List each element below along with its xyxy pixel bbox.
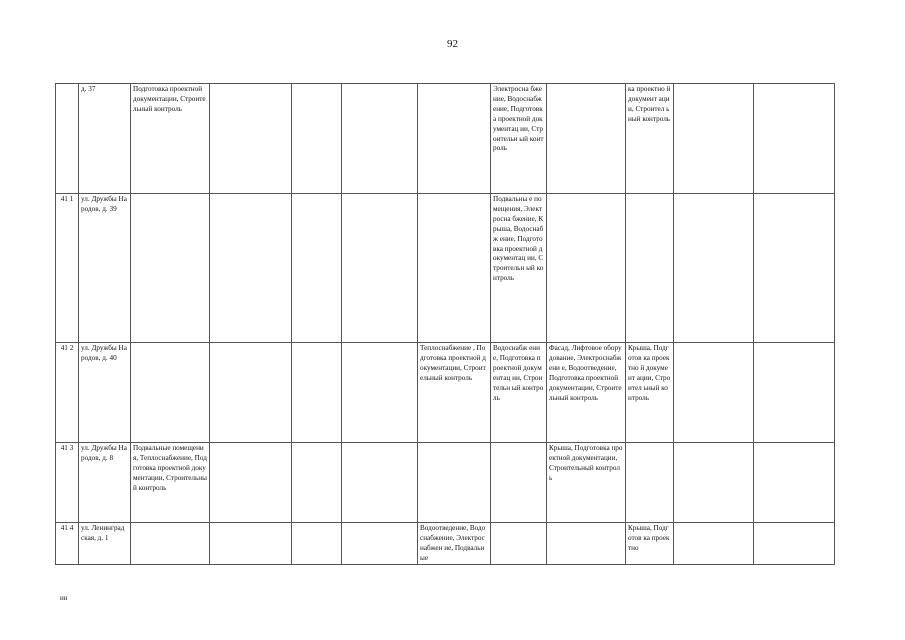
work-types-cell xyxy=(131,194,210,343)
table-cell xyxy=(342,523,418,565)
table-row xyxy=(56,84,835,194)
work-types-cell: Крыша, Подготовка проектной документации, Строительный контроль xyxy=(547,443,626,523)
table-row xyxy=(56,443,835,523)
work-types-cell xyxy=(626,443,674,523)
table-cell xyxy=(210,523,292,565)
work-types-cell: Фасад, Лифтовое оборудование, Электроснабжени е, Водоотведение, Подготовка проектной документации, Строительный контроль xyxy=(547,343,626,443)
work-types-cell xyxy=(491,523,547,565)
table-cell xyxy=(210,194,292,343)
row-number-cell: 41 4 xyxy=(56,523,79,565)
table-row xyxy=(56,343,835,443)
work-types-cell xyxy=(418,443,491,523)
row-number-cell xyxy=(56,84,79,194)
table-cell xyxy=(674,343,754,443)
table-cell xyxy=(754,443,835,523)
table-cell xyxy=(210,343,292,443)
work-types-cell xyxy=(547,84,626,194)
table-cell xyxy=(292,343,342,443)
address-cell: ул. Дружбы Народов, д. 8 xyxy=(79,443,131,523)
table-cell xyxy=(754,343,835,443)
table-cell xyxy=(674,84,754,194)
work-types-cell xyxy=(418,84,491,194)
row-number-cell: 41 1 xyxy=(56,194,79,343)
table-cell xyxy=(210,443,292,523)
work-types-cell: Электросна бжение, Водоснабж ение, Подготовка проектной документац ии, Строительн ый контроль xyxy=(491,84,547,194)
table-cell xyxy=(292,194,342,343)
table-cell xyxy=(210,84,292,194)
work-types-cell xyxy=(418,194,491,343)
row-number-cell: 41 2 xyxy=(56,343,79,443)
work-types-cell: Теплоснабжение , Подготовка проектной документации, Строительный контроль xyxy=(418,343,491,443)
table-cell xyxy=(342,343,418,443)
table-cell xyxy=(674,523,754,565)
work-types-cell xyxy=(131,523,210,565)
table-cell xyxy=(754,523,835,565)
table-cell xyxy=(292,523,342,565)
address-cell: д. 37 xyxy=(79,84,131,194)
page-number: 92 xyxy=(447,38,458,50)
work-types-cell: Крыша, Подготов ка проектно xyxy=(626,523,674,565)
work-types-cell: Подготовка проектной документации, Строительный контроль xyxy=(131,84,210,194)
table-cell xyxy=(342,194,418,343)
table-row xyxy=(56,523,835,565)
table-cell xyxy=(292,443,342,523)
table-cell xyxy=(674,194,754,343)
address-cell: ул. Ленинград ская, д. 1 xyxy=(79,523,131,565)
work-types-cell: Крыша, Подготов ка проектно й документ ации, Строител ьный контроль xyxy=(626,343,674,443)
address-cell: ул. Дружбы Народов, д. 39 xyxy=(79,194,131,343)
table-cell xyxy=(674,443,754,523)
address-cell: ул. Дружбы Народов, д. 40 xyxy=(79,343,131,443)
work-types-cell: Водоотведение, Водоснабжение, Электроснабжен ие, Подвальные xyxy=(418,523,491,565)
table-row xyxy=(56,194,835,343)
table-cell xyxy=(342,443,418,523)
work-types-cell xyxy=(547,523,626,565)
work-types-cell xyxy=(547,194,626,343)
work-types-cell xyxy=(491,443,547,523)
work-types-cell xyxy=(626,194,674,343)
table-cell xyxy=(754,194,835,343)
table-cell xyxy=(754,84,835,194)
row-number-cell: 41 3 xyxy=(56,443,79,523)
footer-mark: нн xyxy=(60,594,68,602)
work-types-cell xyxy=(131,343,210,443)
work-types-cell: Подвальные помещения, Теплоснабжение, Подготовка проектной документации, Строительный контроль xyxy=(131,443,210,523)
table-cell xyxy=(292,84,342,194)
work-types-cell: ка проектно й документ ации, Строител ьный контроль xyxy=(626,84,674,194)
capital-repair-table xyxy=(55,83,835,565)
work-types-cell: Водоснабж ение, Подготовка проектной документац ии, Строительн ый контроль xyxy=(491,343,547,443)
work-types-cell: Подвальны е помещения, Электросна бжение, Крыша, Водоснабж ение, Подготовка проектной документац ии, Строительн ый контроль xyxy=(491,194,547,343)
table-cell xyxy=(342,84,418,194)
